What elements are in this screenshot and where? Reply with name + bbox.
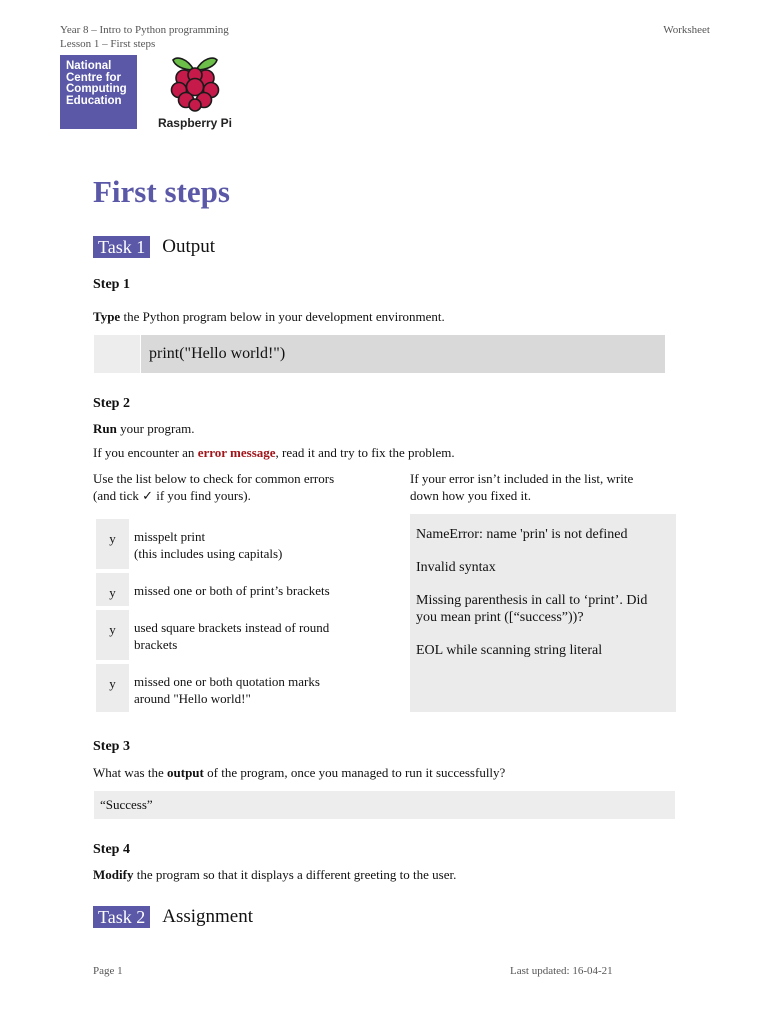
step-4-verb: Modify bbox=[93, 867, 134, 882]
checklist-item bbox=[96, 610, 334, 660]
raspberry-pi-logo bbox=[152, 54, 238, 134]
step-2-enc-before: If you encounter an bbox=[93, 445, 198, 460]
step-4-text: the program so that it displays a different greeting to the user. bbox=[133, 867, 457, 882]
footer-last-updated: Last updated: 16-04-21 bbox=[510, 965, 613, 977]
fix-notes-intro-line: down how you fixed it. bbox=[410, 488, 531, 503]
checklist-item bbox=[96, 519, 334, 569]
doc-type-label: Worksheet bbox=[663, 24, 710, 36]
ncce-logo-line: Education bbox=[66, 94, 122, 107]
checklist-item bbox=[96, 664, 334, 712]
checklist-text bbox=[129, 573, 334, 606]
error-notes-box[interactable] bbox=[410, 514, 676, 712]
step-1-instruction bbox=[93, 308, 445, 325]
task-2-name: Assignment bbox=[162, 906, 254, 927]
course-line: Year 8 – Intro to Python programming bbox=[60, 24, 229, 36]
checklist-text bbox=[129, 519, 334, 569]
fix-notes-intro bbox=[410, 470, 670, 504]
code-gutter bbox=[94, 335, 141, 373]
checklist-text bbox=[129, 610, 334, 660]
step-1-verb: Type bbox=[93, 309, 121, 324]
checklist-text-line: (this includes using capitals) bbox=[134, 546, 283, 561]
step-3-question bbox=[93, 764, 505, 781]
checklist-text-line: around "Hello world!" bbox=[134, 691, 251, 706]
footer-page-number: Page 1 bbox=[93, 965, 123, 977]
step-2-heading: Step 2 bbox=[93, 396, 130, 411]
step-2-run-text: your program. bbox=[116, 421, 195, 436]
step-1-heading: Step 1 bbox=[93, 277, 130, 292]
ncce-logo-line: National bbox=[66, 60, 112, 72]
raspberry-icon bbox=[169, 54, 221, 112]
checklist-tick[interactable]: y bbox=[96, 610, 129, 660]
task-1-heading bbox=[93, 235, 215, 259]
checklist-tick[interactable]: y bbox=[96, 519, 129, 569]
raspberry-pi-label: Raspberry Pi bbox=[157, 116, 233, 130]
error-note: Invalid syntax bbox=[416, 560, 496, 575]
task-2-badge: Task 2 bbox=[93, 906, 150, 928]
checklist-text-line: misspelt print bbox=[134, 529, 206, 544]
checklist-tick[interactable]: y bbox=[96, 664, 129, 712]
step-3-before: What was the bbox=[93, 765, 168, 780]
code-line: print("Hello world!") bbox=[149, 345, 286, 362]
fix-notes-intro-line: If your error isn’t included in the list, write bbox=[410, 471, 634, 486]
checklist-text-line: missed one or both of print’s brackets bbox=[134, 583, 330, 598]
checklist-text-line: brackets bbox=[134, 637, 178, 652]
task-1-badge: Task 1 bbox=[93, 236, 150, 258]
step-3-heading: Step 3 bbox=[93, 739, 130, 754]
checklist-intro bbox=[93, 470, 383, 504]
checklist-intro-line: (and tick ✓ if you find yours). bbox=[93, 488, 251, 503]
error-note: NameError: name 'prin' is not defined bbox=[416, 527, 628, 542]
task-1-name: Output bbox=[162, 236, 216, 257]
step-3-answer-box[interactable]: “Success” bbox=[94, 791, 675, 819]
header-course-info bbox=[60, 23, 229, 51]
step-2-run-verb: Run bbox=[93, 421, 117, 436]
code-snippet bbox=[94, 335, 665, 373]
step-4-instruction bbox=[93, 866, 456, 883]
error-message-highlight: error message bbox=[197, 445, 276, 460]
error-note: Missing parenthesis in call to ‘print’. Did you mean print ([“success”))? bbox=[416, 593, 648, 625]
task-2-heading bbox=[93, 905, 253, 929]
step-2-enc-after: , read it and try to fix the problem. bbox=[275, 445, 455, 460]
checklist-text bbox=[129, 664, 334, 712]
step-3-bold: output bbox=[167, 765, 204, 780]
page-title: First steps bbox=[93, 174, 230, 209]
step-2-run-instruction bbox=[93, 420, 194, 437]
step-1-text: the Python program below in your development environment. bbox=[120, 309, 445, 324]
checklist-item bbox=[96, 573, 334, 606]
error-note: EOL while scanning string literal bbox=[416, 643, 603, 658]
checklist-text-line: used square brackets instead of round bbox=[134, 620, 330, 635]
ncce-logo-line: Computing bbox=[66, 83, 127, 95]
step-4-heading: Step 4 bbox=[93, 842, 130, 857]
checklist-tick[interactable]: y bbox=[96, 573, 129, 606]
step-3-after: of the program, once you managed to run it successfully? bbox=[203, 765, 506, 780]
lesson-line: Lesson 1 – First steps bbox=[60, 38, 156, 50]
checklist-text-line: missed one or both quotation marks bbox=[134, 674, 320, 689]
step-2-error-instruction bbox=[93, 444, 455, 461]
ncce-logo-line: Centre for bbox=[66, 71, 121, 84]
ncce-logo bbox=[60, 55, 137, 129]
checklist-intro-line: Use the list below to check for common errors bbox=[93, 471, 335, 486]
